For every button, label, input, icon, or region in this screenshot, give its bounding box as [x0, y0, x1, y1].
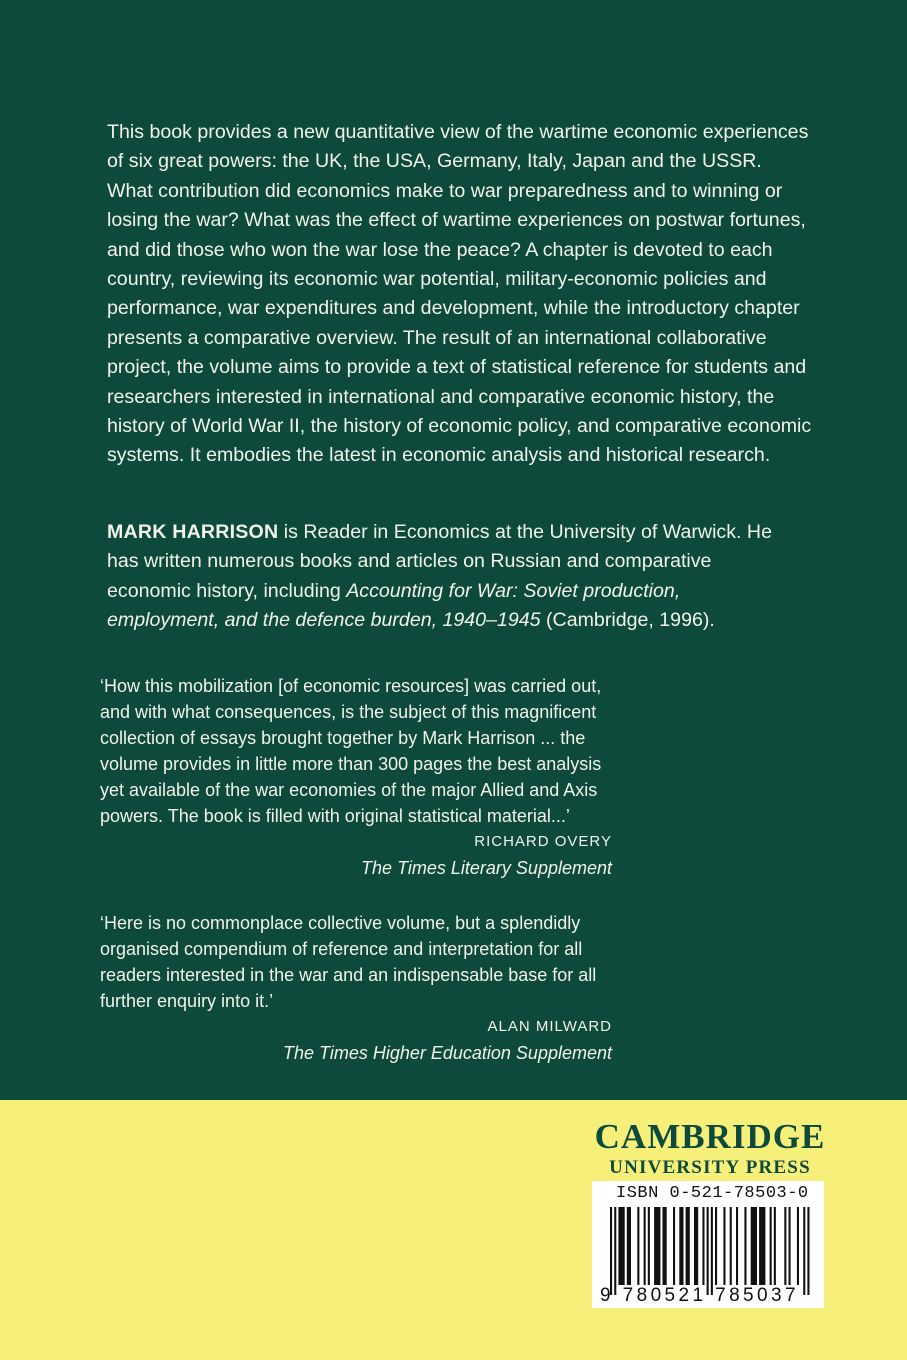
barcode-bar	[736, 1207, 738, 1285]
barcode-bar	[744, 1207, 746, 1285]
barcode-bar	[730, 1207, 732, 1285]
review-1-publication: The Times Literary Supplement	[361, 858, 612, 878]
barcode-bar	[654, 1207, 660, 1285]
barcode-guard-bar	[803, 1207, 805, 1295]
review-2-publication: The Times Higher Education Supplement	[282, 1043, 612, 1063]
review-2-quote: ‘Here is no commonplace collective volume, but a splendidly organised compendium of reference and interpretation for all readers interested in the war and an indispensable base for all further enquiry into it.’	[100, 913, 597, 1011]
publisher-name-line2: UNIVERSITY PRESS	[609, 1157, 811, 1178]
barcode-guard-bar	[614, 1207, 616, 1295]
author-name: MARK HARRISON	[107, 521, 279, 543]
barcode-guard-bar	[711, 1207, 713, 1295]
bio-text-after: (Cambridge, 1996).	[540, 609, 715, 632]
barcode-bar	[673, 1207, 675, 1285]
barcode-bar	[694, 1207, 698, 1285]
barcode-bar	[723, 1207, 725, 1285]
barcode-bar	[702, 1207, 704, 1285]
barcode-bar	[770, 1207, 772, 1285]
barcode-box	[592, 1181, 824, 1308]
barcode-bar	[679, 1207, 683, 1285]
bio-book-title: Accounting for War: Soviet production, employment, and the defence burden, 1940–1945	[107, 579, 681, 632]
review-1-quote: ‘How this mobilization [of economic resources] was carried out, and with what consequences, is the subject of this magnificent collection of essays brought together by Mark Harrison ... the volume provides in little more than 300 pages the best analysis yet available of the war economies of the major Allied and Axis powers. The book is filled with original statistical material...’	[100, 676, 602, 826]
isbn-label: ISBN 0-521-78503-0	[616, 1184, 809, 1203]
barcode-digits: 9 780521 785037	[600, 1285, 799, 1306]
publisher-name-line1: CAMBRIDGE	[594, 1117, 826, 1156]
review-2-attribution	[100, 1014, 612, 1066]
barcode-bar	[759, 1207, 765, 1285]
review-2-reviewer: ALAN MILWARD	[487, 1018, 612, 1035]
book-description: This book provides a new quantitative view of the wartime economic experiences of six great powers: the UK, the USA, Germany, Italy, Japan and the USSR. What contribution did economics make to war preparedness and to winning or losing the war? What was the effect of wartime experiences on postwar fortunes, and did those who won the war lose the peace? A chapter is devoted to each country, reviewing its economic war potential, military-economic policies and performance, war expenditures and development, while the introductory chapter presents a comparative overview. The result of an international collaborative project, the volume aims to provide a text of statistical reference for students and researchers interested in international and comparative economic history, the history of World War II, the history of economic policy, and comparative economic systems. It embodies the latest in economic analysis and historical research.	[107, 121, 812, 467]
barcode-bar	[618, 1207, 624, 1285]
barcode-bar	[644, 1207, 646, 1285]
bio-text-before: is Reader in Economics at the University of Warwick. He has written numerous books and articles on Russian and comparative economic history, including	[107, 521, 772, 602]
review-1	[100, 673, 612, 881]
review-1-attribution	[100, 829, 612, 881]
barcode-bar	[686, 1207, 690, 1285]
barcode-bar	[789, 1207, 791, 1285]
barcode-guard-bar	[610, 1207, 612, 1295]
barcode-bar	[784, 1207, 786, 1285]
barcode-bar	[648, 1207, 650, 1285]
review-1-reviewer: RICHARD OVERY	[474, 833, 612, 850]
barcode-bar	[627, 1207, 631, 1285]
barcode-bar	[663, 1207, 667, 1285]
barcode-bar	[637, 1207, 639, 1285]
review-2	[100, 910, 612, 1066]
author-bio	[107, 518, 797, 636]
barcode-bar	[751, 1207, 757, 1285]
barcode-guard-bar	[707, 1207, 709, 1295]
barcode-bar	[774, 1207, 776, 1285]
publisher-logo	[590, 1118, 830, 1178]
barcode-bar	[797, 1207, 799, 1285]
barcode-bar	[715, 1207, 717, 1285]
barcode-guard-bar	[807, 1207, 809, 1295]
